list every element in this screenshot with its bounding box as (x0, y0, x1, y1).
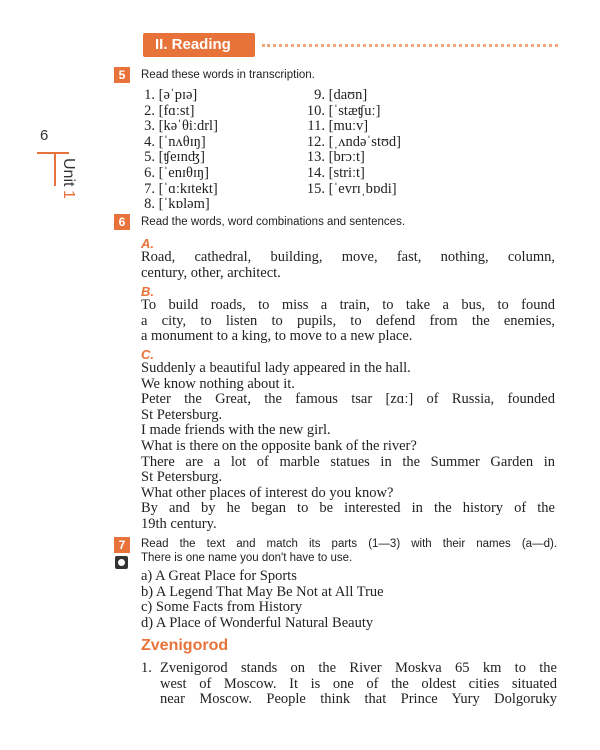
transcription-item: 5. [ʧeɪnʤ] (144, 149, 205, 166)
text-line: Suddenly a beautiful lady appeared in the hall. (141, 360, 411, 376)
transcription-item: 11. [muːv] (307, 118, 369, 135)
text-line: There are a lot of marble statues in the Summer Garden in (141, 453, 555, 470)
text-line-content: west of Moscow. It is one of the oldest cities situated (160, 675, 557, 692)
text-line: a city, to listen to pupils, to defend from the enemies, (141, 312, 555, 329)
option-item: b) A Legend That May Be Not at All True (141, 583, 384, 600)
transcription-item: 1. [əˈpɪə] (144, 87, 198, 103)
transcription-column-right (292, 88, 401, 197)
text-line: St Petersburg. (141, 469, 223, 486)
transcription-item: 2. [fɑːst] (144, 102, 195, 119)
subsection-a-text (141, 250, 555, 281)
exercise-6-number: 6 (114, 214, 130, 230)
instruction-line: Read the text and match its parts (1—3) with their names (a—d). (141, 538, 557, 550)
transcription-item: 10. [ˈstæʧuː] (306, 102, 381, 119)
text-line: To build roads, to miss a train, to take a bus, to found (141, 297, 555, 313)
text-line: St Petersburg. (141, 406, 223, 423)
option-item: d) A Place of Wonderful Natural Beauty (141, 614, 374, 631)
transcription-item: 8. [ˈkɒləm] (144, 196, 210, 213)
exercise-5-instruction: Read these words in transcription. (141, 69, 315, 81)
text-line (141, 692, 557, 708)
text-body (141, 661, 557, 708)
option-item: a) A Great Place for Sports (141, 568, 297, 584)
transcription-column-left (140, 88, 218, 213)
transcription-item: 3. [kəˈθiːdrl] (144, 118, 218, 135)
subsection-b-text (141, 298, 555, 345)
text-line-content: Zvenigorod stands on the River Moskva 65 km to the (160, 660, 557, 676)
text-line: By and by he began to be interested in the history of the (141, 500, 555, 517)
text-line: Peter the Great, the famous tsar [zɑː] of Russia, founded (141, 391, 555, 408)
text-title: Zvenigorod (141, 637, 229, 654)
transcription-item: 6. [ˈenɪθɪŋ] (144, 164, 209, 181)
text-line: What is there on the opposite bank of the river? (141, 437, 417, 454)
margin-vertical-rule (54, 152, 56, 186)
text-line: I made friends with the new girl. (141, 422, 331, 439)
subsection-a-label: A. (141, 236, 154, 251)
subsection-c-text (141, 361, 555, 533)
text-line: What other places of interest do you know? (141, 484, 394, 501)
transcription-item: 9. [daʊn] (314, 87, 368, 103)
exercise-5-number: 5 (114, 67, 130, 83)
text-line (141, 677, 557, 693)
unit-number: 1 (60, 190, 77, 200)
subsection-c-label: C. (141, 347, 154, 362)
transcription-item: 4. [ˈnʌθɪŋ] (144, 133, 206, 150)
text-line: 19th century. (141, 515, 217, 532)
unit-label (58, 158, 78, 199)
unit-word: Unit (60, 158, 77, 187)
audio-disc-icon (115, 556, 128, 569)
exercise-7-number: 7 (114, 537, 130, 553)
section-dotted-rule (262, 44, 558, 50)
instruction-line: There is one name you don't have to use. (141, 552, 353, 564)
section-banner: II. Reading (143, 33, 255, 57)
text-line: Road, cathedral, building, move, fast, nothing, column, (141, 249, 555, 265)
text-line: century, other, architect. (141, 264, 281, 281)
margin-rule (37, 152, 69, 154)
transcription-item: 12. [ˌʌndəˈstʊd] (306, 133, 402, 150)
transcription-item: 15. [ˈevrɪˌbɒdi] (306, 180, 397, 197)
exercise-7-instruction (141, 537, 557, 565)
text-line: We know nothing about it. (141, 375, 295, 392)
transcription-item: 13. [brɔːt] (306, 149, 365, 166)
option-item: c) Some Facts from History (141, 599, 303, 616)
transcription-item: 14. [striːt] (306, 164, 365, 181)
exercise-6-instruction: Read the words, word combinations and sentences. (141, 216, 406, 228)
subsection-b-label: B. (141, 284, 154, 299)
text-line: a monument to a king, to move to a new place. (141, 328, 413, 345)
page-number: 6 (40, 127, 49, 144)
exercise-7-options (141, 569, 555, 631)
text-line-content: near Moscow. People think that Prince Yury Dolgoruky (160, 691, 557, 708)
text-line (141, 661, 557, 677)
transcription-item: 7. [ˈɑːkɪtekt] (144, 180, 218, 197)
paragraph-number: 1. (141, 660, 152, 676)
